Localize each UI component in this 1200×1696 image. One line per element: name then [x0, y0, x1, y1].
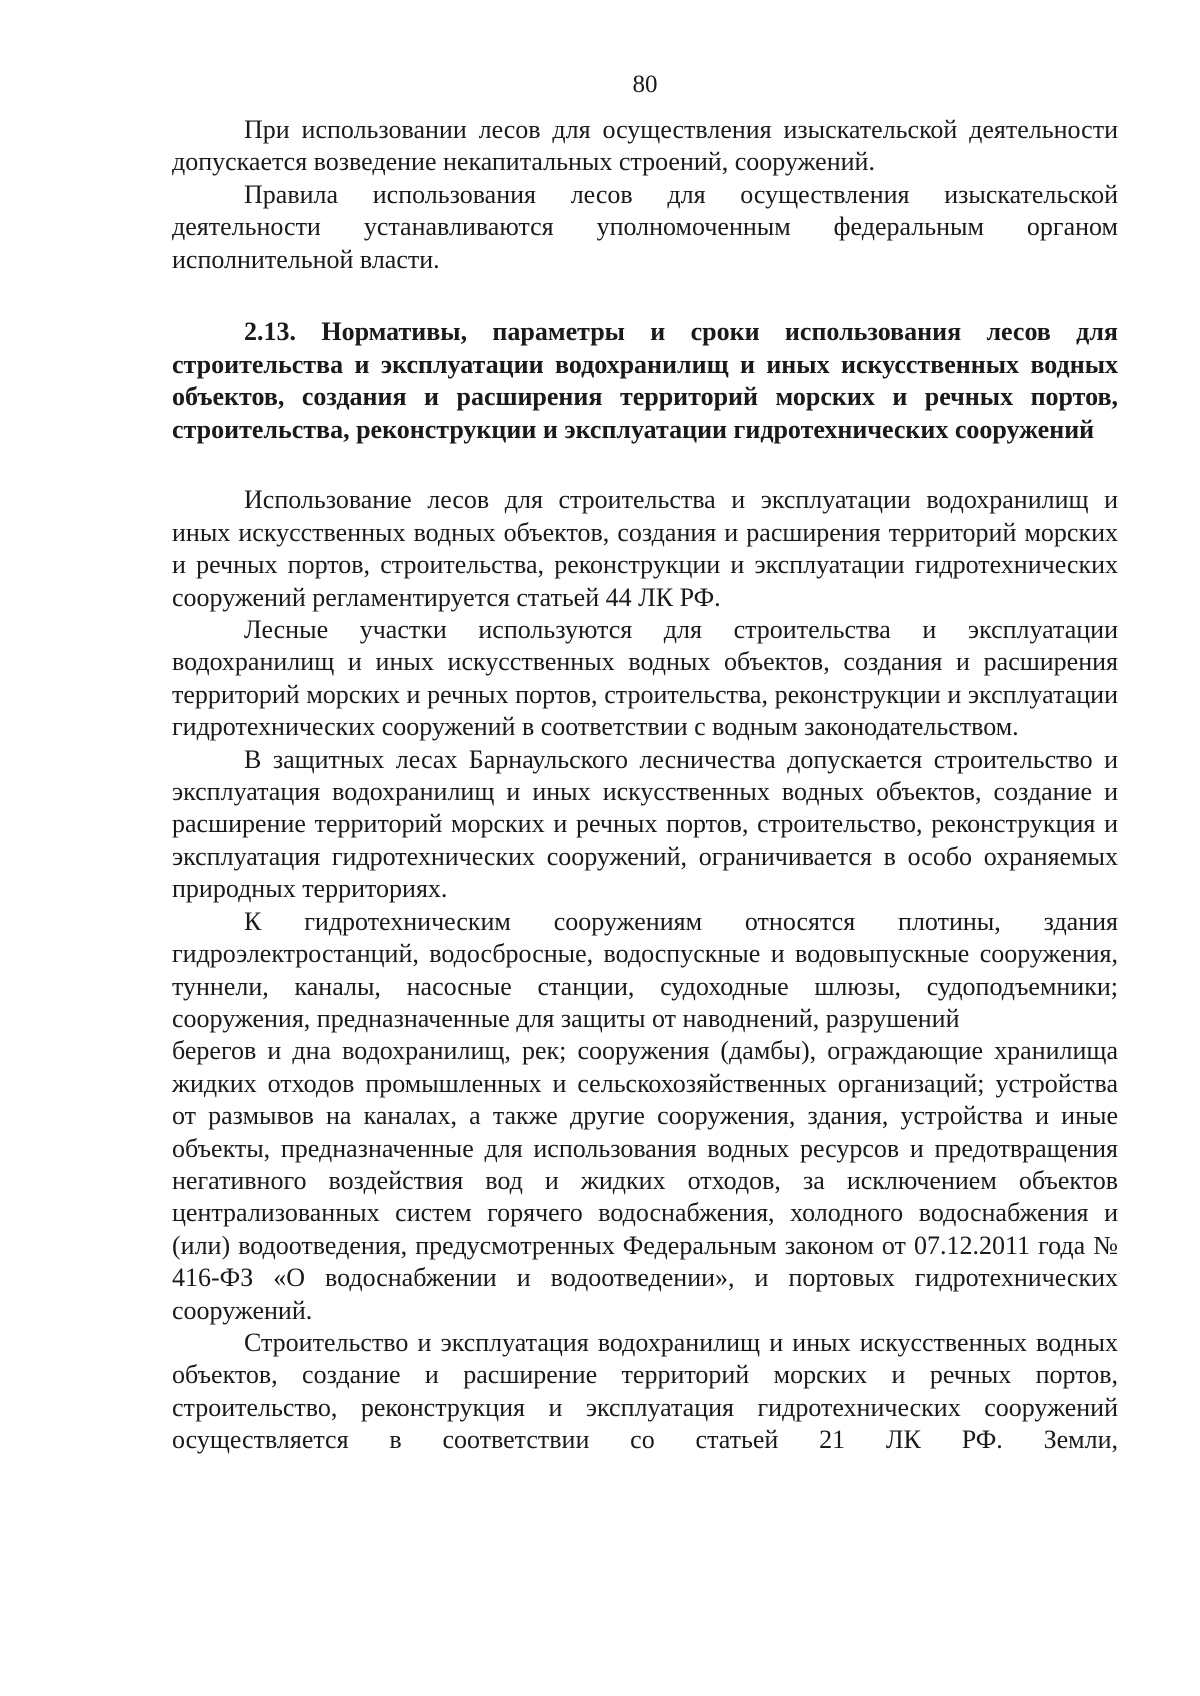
paragraph-1: Использование лесов для строительства и эксплуатации водохранилищ и иных искусственных водных объектов, создания и расширения территорий морских и речных портов, строительства, реконструкции и эксплуатации гидротехнических сооружений регламентируется статьей 44 ЛК РФ. [172, 485, 1118, 612]
section-heading: 2.13. Нормативы, параметры и сроки использования лесов для строительства и эксплуатации водохранилищ и иных искусственных водных объектов, создания и расширения территорий морских и речных портов, строительства, реконструкции и эксплуатации гидротехнических сооружений [172, 317, 1118, 444]
page-number: 80 [632, 71, 658, 98]
paragraph-intro-2: Правила использования лесов для осуществления изыскательской деятельности устанавливаются уполномоченным федеральным органом исполнительной власти. [172, 179, 1118, 274]
paragraph-2: Лесные участки используются для строительства и эксплуатации водохранилищ и иных искусственных водных объектов, создания и расширения территорий морских и речных портов, строительства, реконструкции и эксплуатации гидротехнических сооружений в соответствии с водным законодательством. [172, 615, 1118, 742]
paragraph-4: К гидротехническим сооружениям относятся плотины, здания гидроэлектростанций, водосбросные, водоспускные и водовыпускные сооружения, туннели, каналы, насосные станции, судоходные шлюзы, судоподъемники; сооружения, предназначенные для защиты от наводнений, разрушений [172, 906, 1118, 1033]
paragraph-intro-1: При использовании лесов для осуществления изыскательской деятельности допускается возведение некапитальных строений, сооружений. [172, 115, 1118, 177]
paragraph-5: Строительство и эксплуатация водохранилищ и иных искусственных водных объектов, создание и расширение территорий морских и речных портов, строительство, реконструкция и эксплуатация гидротехнических сооружений осуществляется в соответствии со статьей 21 ЛК РФ. Земли, [172, 1327, 1118, 1455]
page-body [172, 114, 1118, 1457]
paragraph-3: В защитных лесах Барнаульского лесничества допускается строительство и эксплуатация водохранилищ и иных искусственных водных объектов, создание и расширение территорий морских и речных портов, строительство, реконструкция и эксплуатация гидротехнических сооружений, ограничивается в особо охраняемых природных территориях. [172, 744, 1118, 904]
paragraph-4-continuation: берегов и дна водохранилищ, рек; сооружения (дамбы), ограждающие хранилища жидких отходов промышленных и сельскохозяйственных организаций; устройства от размывов на каналах, а также другие сооружения, здания, устройства и иные объекты, предназначенные для использования водных ресурсов и предотвращения негативного воздействия вод и жидких отходов, за исключением объектов централизованных систем горячего водоснабжения, холодного водоснабжения и (или) водоотведения, предусмотренных Федеральным законом от 07.12.2011 года № 416-ФЗ «О водоснабжении и водоотведении», и портовых гидротехнических сооружений. [172, 1036, 1118, 1325]
